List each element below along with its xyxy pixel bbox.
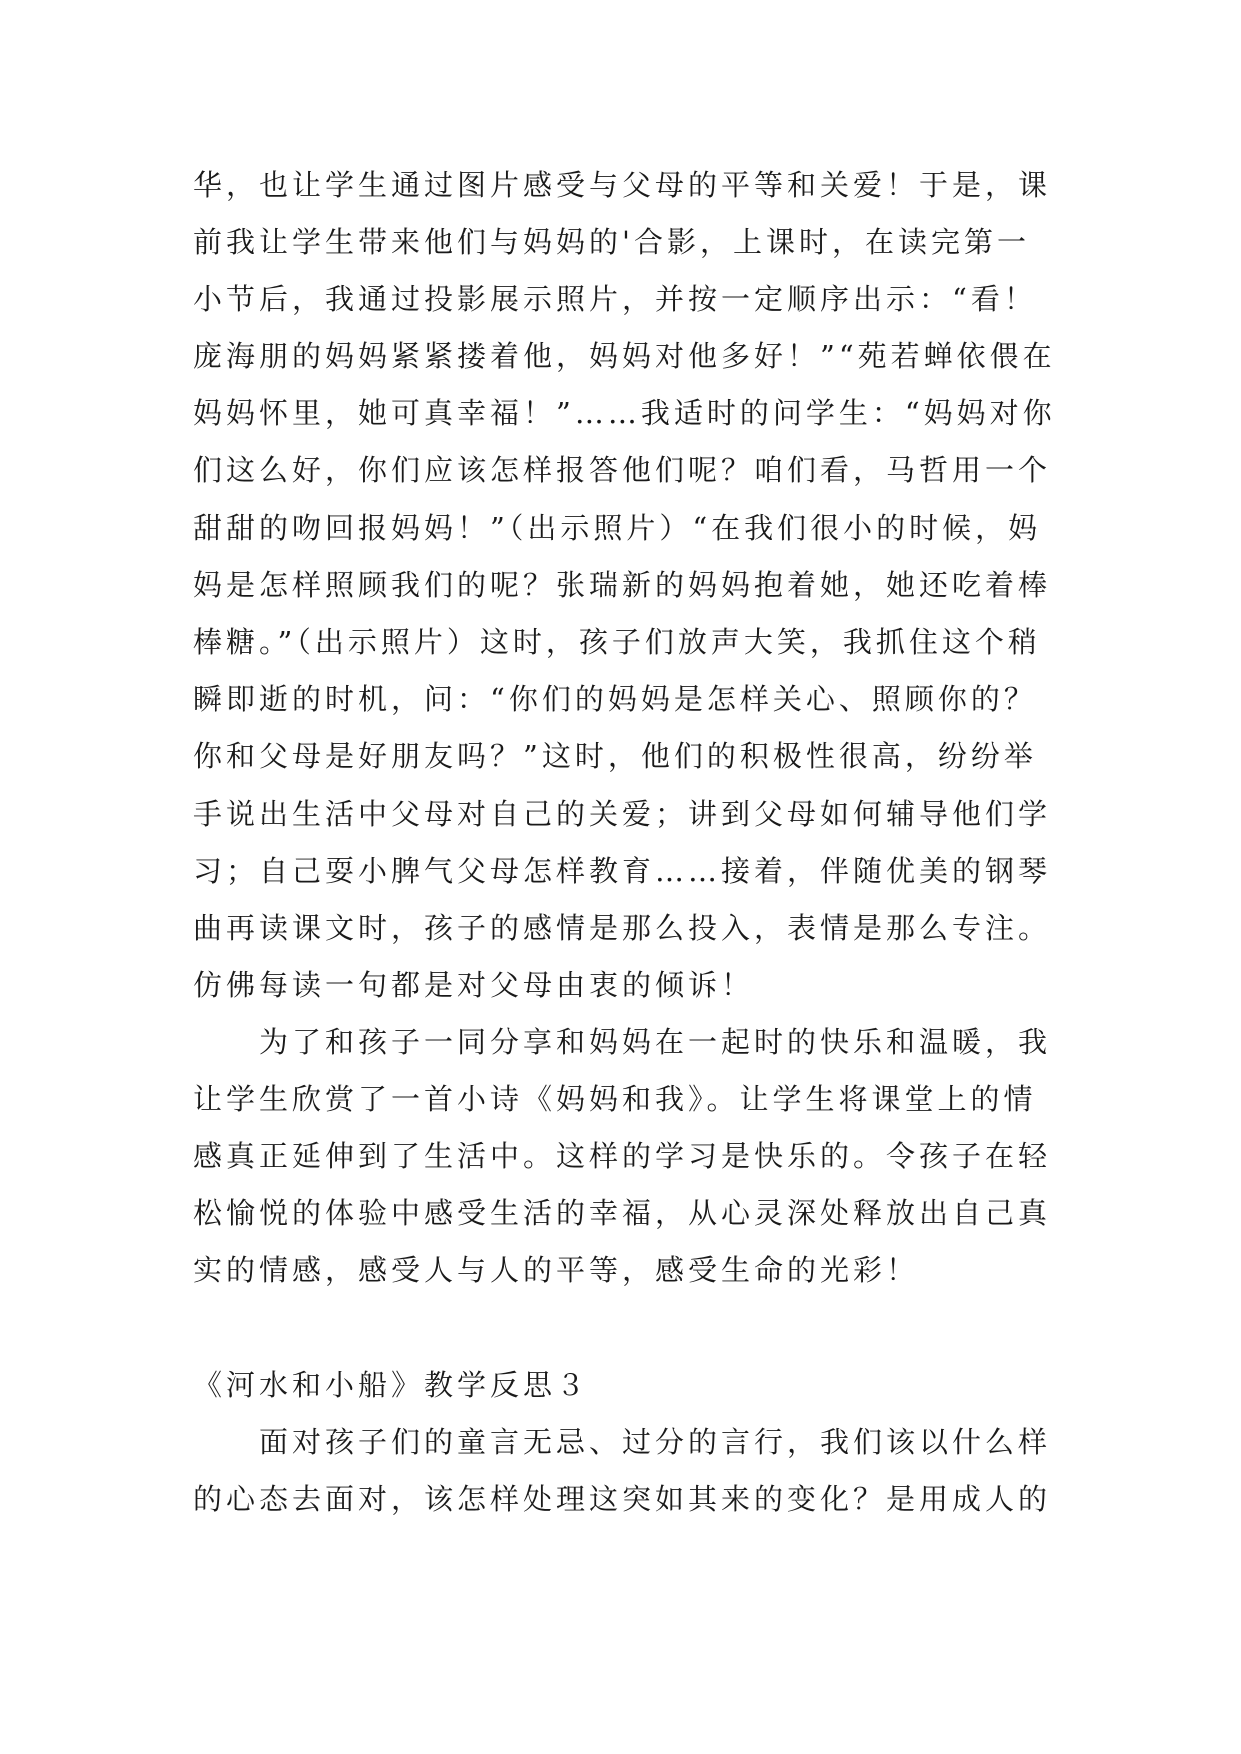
text-line: 曲再读课文时，孩子的感情是那么投入，表情是那么专注。 <box>193 911 1052 945</box>
text-line: 前我让学生带来他们与妈妈的'合影，上课时，在读完第一 <box>193 225 1030 259</box>
text-line: 面对孩子们的童言无忌、过分的言行，我们该以什么样 <box>193 1425 1052 1459</box>
text-line: 的心态去面对，该怎样处理这突如其来的变化？是用成人的 <box>193 1482 1052 1516</box>
text-line: 华，也让学生通过图片感受与父母的平等和关爱！于是，课 <box>193 168 1052 202</box>
text-line: 为了和孩子一同分享和妈妈在一起时的快乐和温暖，我 <box>193 1025 1052 1059</box>
text-line: 瞬即逝的时机，问：“你们的妈妈是怎样关心、照顾你的？ <box>193 682 1037 716</box>
text-line: 妈妈怀里，她可真幸福！”……我适时的问学生：“妈妈对你 <box>193 396 1056 430</box>
text-line: 感真正延伸到了生活中。这样的学习是快乐的。令孩子在轻 <box>193 1139 1052 1173</box>
text-line: 习；自己耍小脾气父母怎样教育……接着，伴随优美的钢琴 <box>193 854 1052 888</box>
text-line: 实的情感，感受人与人的平等，感受生命的光彩！ <box>193 1253 920 1287</box>
text-line: 仿佛每读一句都是对父母由衷的倾诉！ <box>193 968 755 1002</box>
text-line: 手说出生活中父母对自己的关爱；讲到父母如何辅导他们学 <box>193 797 1052 831</box>
text-line: 松愉悦的体验中感受生活的幸福，从心灵深处释放出自己真 <box>193 1196 1052 1230</box>
text-line: 棒糖。”（出示照片）这时，孩子们放声大笑，我抓住这个稍 <box>193 625 1041 659</box>
text-line: 庞海朋的妈妈紧紧搂着他，妈妈对他多好！”“苑若蝉依偎在 <box>193 339 1056 373</box>
text-line: 你和父母是好朋友吗？”这时，他们的积极性很高，纷纷举 <box>193 739 1037 773</box>
text-line: 们这么好，你们应该怎样报答他们呢？咱们看，马哲用一个 <box>193 453 1052 487</box>
text-line: 妈是怎样照顾我们的呢？张瑞新的妈妈抱着她，她还吃着棒 <box>193 568 1052 602</box>
section-heading: 《河水和小船》教学反思３ <box>193 1368 590 1402</box>
text-line: 甜甜的吻回报妈妈！”（出示照片）“在我们很小的时候，妈 <box>193 511 1042 545</box>
text-line: 小节后，我通过投影展示照片，并按一定顺序出示：“看！ <box>193 282 1037 316</box>
text-line: 让学生欣赏了一首小诗《妈妈和我》。让学生将课堂上的情 <box>193 1082 1037 1116</box>
